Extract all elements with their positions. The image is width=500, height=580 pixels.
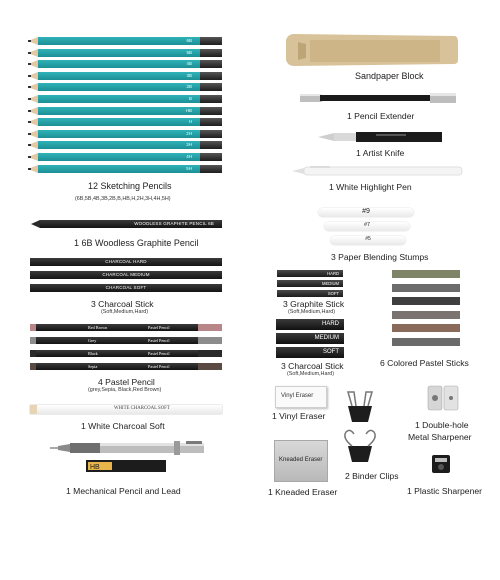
white-charcoal-title: 1 White Charcoal Soft [81, 421, 165, 431]
blending-stumps-title: 3 Paper Blending Stumps [331, 252, 429, 262]
pencil-extender [300, 91, 460, 105]
pastel-pencil-title: 4 Pastel Pencil [98, 377, 155, 387]
mechanical-pencil-and-lead [48, 440, 208, 476]
charcoal-stick-soft [30, 284, 222, 292]
sketching-pencils-title: 12 Sketching Pencils [88, 181, 172, 191]
pastel-pencil [30, 350, 222, 357]
pastel-pencil [30, 363, 222, 370]
charcoal-stick2-label: SOFT [323, 349, 339, 355]
pencil-grade: 4B [186, 61, 192, 67]
graphite-stick-title: 3 Graphite Stick [283, 299, 345, 309]
charcoal-stick2-label: MEDIUM [314, 335, 339, 341]
pencil-grade: 3H [186, 142, 192, 148]
pastel-pencil [30, 337, 222, 344]
charcoal-stick-hard [30, 258, 222, 266]
graphite-stick-subtitle: (Soft,Medium,Hard) [288, 309, 336, 315]
pastel-pencil-label: Pastel Pencil [148, 351, 170, 356]
sandpaper-block [284, 32, 460, 68]
sketching-pencil [28, 107, 222, 115]
sketching-pencil [28, 130, 222, 138]
graphite-stick-label: MEDIUM [322, 281, 339, 286]
charcoal-stick2-subtitle: (Soft,Medium,Hard) [287, 371, 335, 377]
charcoal-stick2-hard [276, 319, 344, 330]
graphite-stick-hard [277, 270, 343, 277]
pastel-pencil-subtitle: (grey,Sepia, Black,Red Brown) [88, 387, 162, 393]
pastel-stick [392, 324, 460, 332]
pastel-pencil-color: Grey [88, 338, 97, 343]
pastel-stick [392, 338, 460, 346]
pencil-grade: HB [185, 107, 192, 113]
binder-clips-title: 2 Binder Clips [345, 471, 399, 481]
blending-stump-7 [324, 222, 410, 231]
white-charcoal-pencil [30, 405, 222, 414]
pastel-pencil-color: Sepia [88, 364, 98, 369]
pastel-pencil-label: Pastel Pencil [148, 325, 170, 330]
sketching-pencil [28, 49, 222, 57]
artist-knife [316, 129, 446, 145]
charcoal-stick-label: CHARCOAL MEDIUM [102, 272, 150, 277]
artist-knife-title: 1 Artist Knife [356, 148, 405, 158]
white-charcoal-label: WHITE CHARCOAL SOFT [114, 406, 170, 411]
pencil-grade: B [188, 96, 192, 101]
kneaded-eraser [274, 440, 328, 482]
pencil-grade: H [188, 119, 192, 125]
woodless-pencil-label: WOODLESS GRAPHITE PENCIL 6B [134, 221, 214, 226]
sketching-pencil [28, 165, 222, 173]
pastel-stick [392, 284, 460, 292]
highlight-pen-title: 1 White Highlight Pen [329, 182, 412, 192]
stump-number: #5 [365, 236, 371, 242]
graphite-stick-soft [277, 290, 343, 297]
charcoal-stick2-soft [276, 347, 344, 358]
pastel-stick [392, 311, 460, 319]
pastel-pencil-label: Pastel Pencil [148, 338, 170, 343]
charcoal-stick-medium [30, 271, 222, 279]
charcoal-stick2-title: 3 Charcoal Stick [281, 361, 344, 371]
charcoal-stick-subtitle: (Soft,Medium,Hard) [101, 309, 149, 315]
sketching-pencil [28, 95, 222, 103]
vinyl-eraser-title: 1 Vinyl Eraser [272, 411, 326, 421]
white-highlight-pen [290, 165, 466, 177]
pastel-sticks-title: 6 Colored Pastel Sticks [380, 358, 469, 368]
binder-clips [340, 388, 380, 472]
sketching-pencil [28, 153, 222, 161]
pencil-extender-title: 1 Pencil Extender [347, 111, 415, 121]
double-sharpener-title-line2: Metal Sharpener [408, 432, 472, 442]
blending-stump-5 [330, 236, 406, 245]
woodless-graphite-pencil [40, 220, 222, 228]
pastel-pencil-label: Pastel Pencil [148, 364, 170, 369]
graphite-stick-medium [277, 280, 343, 287]
charcoal-stick-label: CHARCOAL HARD [105, 259, 147, 264]
charcoal-stick-title: 3 Charcoal Stick [91, 299, 154, 309]
sketching-pencil [28, 60, 222, 68]
sketching-pencil [28, 141, 222, 149]
pencil-grade: 4H [186, 154, 192, 159]
pastel-pencil-color: Black [88, 351, 98, 356]
stump-number: #7 [363, 222, 371, 228]
pencil-grade: 5B [186, 49, 192, 55]
pastel-pencil [30, 324, 222, 331]
pastel-stick [392, 297, 460, 305]
kneaded-eraser-label: Kneaded Eraser [279, 457, 323, 463]
pencil-grade: 5H [186, 165, 192, 171]
double-hole-metal-sharpener [424, 382, 460, 414]
charcoal-stick2-label: HARD [321, 321, 339, 327]
charcoal-stick2-medium [276, 333, 344, 344]
kneaded-eraser-title: 1 Kneaded Eraser [268, 487, 338, 497]
pencil-grade: 2B [186, 84, 192, 90]
stump-number: #9 [362, 208, 370, 215]
graphite-stick-label: SOFT [327, 291, 339, 296]
graphite-stick-label: HARD [327, 271, 339, 276]
pencil-grade: 2H [186, 130, 192, 136]
sketching-pencils-subtitle: (6B,5B,4B,3B,2B,B,HB,H,2H,3H,4H,5H) [75, 196, 171, 202]
sandpaper-block-title: Sandpaper Block [355, 71, 424, 81]
vinyl-eraser [275, 386, 327, 408]
sketching-pencil [28, 72, 222, 80]
sketching-pencil [28, 83, 222, 91]
woodless-pencil-title: 1 6B Woodless Graphite Pencil [74, 238, 199, 248]
sketching-pencil [28, 118, 222, 126]
charcoal-stick-label: CHARCOAL SOFT [105, 285, 147, 290]
pencil-grade: 6B [186, 38, 192, 43]
pastel-pencil-color: Red Brown [88, 325, 108, 330]
plastic-sharpener-title: 1 Plastic Sharpener [407, 486, 482, 496]
vinyl-eraser-label: Vinyl Eraser [281, 393, 314, 399]
double-sharpener-title-line1: 1 Double-hole [415, 420, 469, 430]
pencil-grade: 3B [186, 72, 192, 78]
plastic-sharpener [430, 453, 452, 475]
svg-text:HB: HB [90, 464, 100, 471]
mechanical-pencil-title: 1 Mechanical Pencil and Lead [66, 486, 181, 496]
sketching-pencil [28, 37, 222, 45]
pastel-stick [392, 270, 460, 278]
blending-stump-9 [318, 208, 414, 217]
